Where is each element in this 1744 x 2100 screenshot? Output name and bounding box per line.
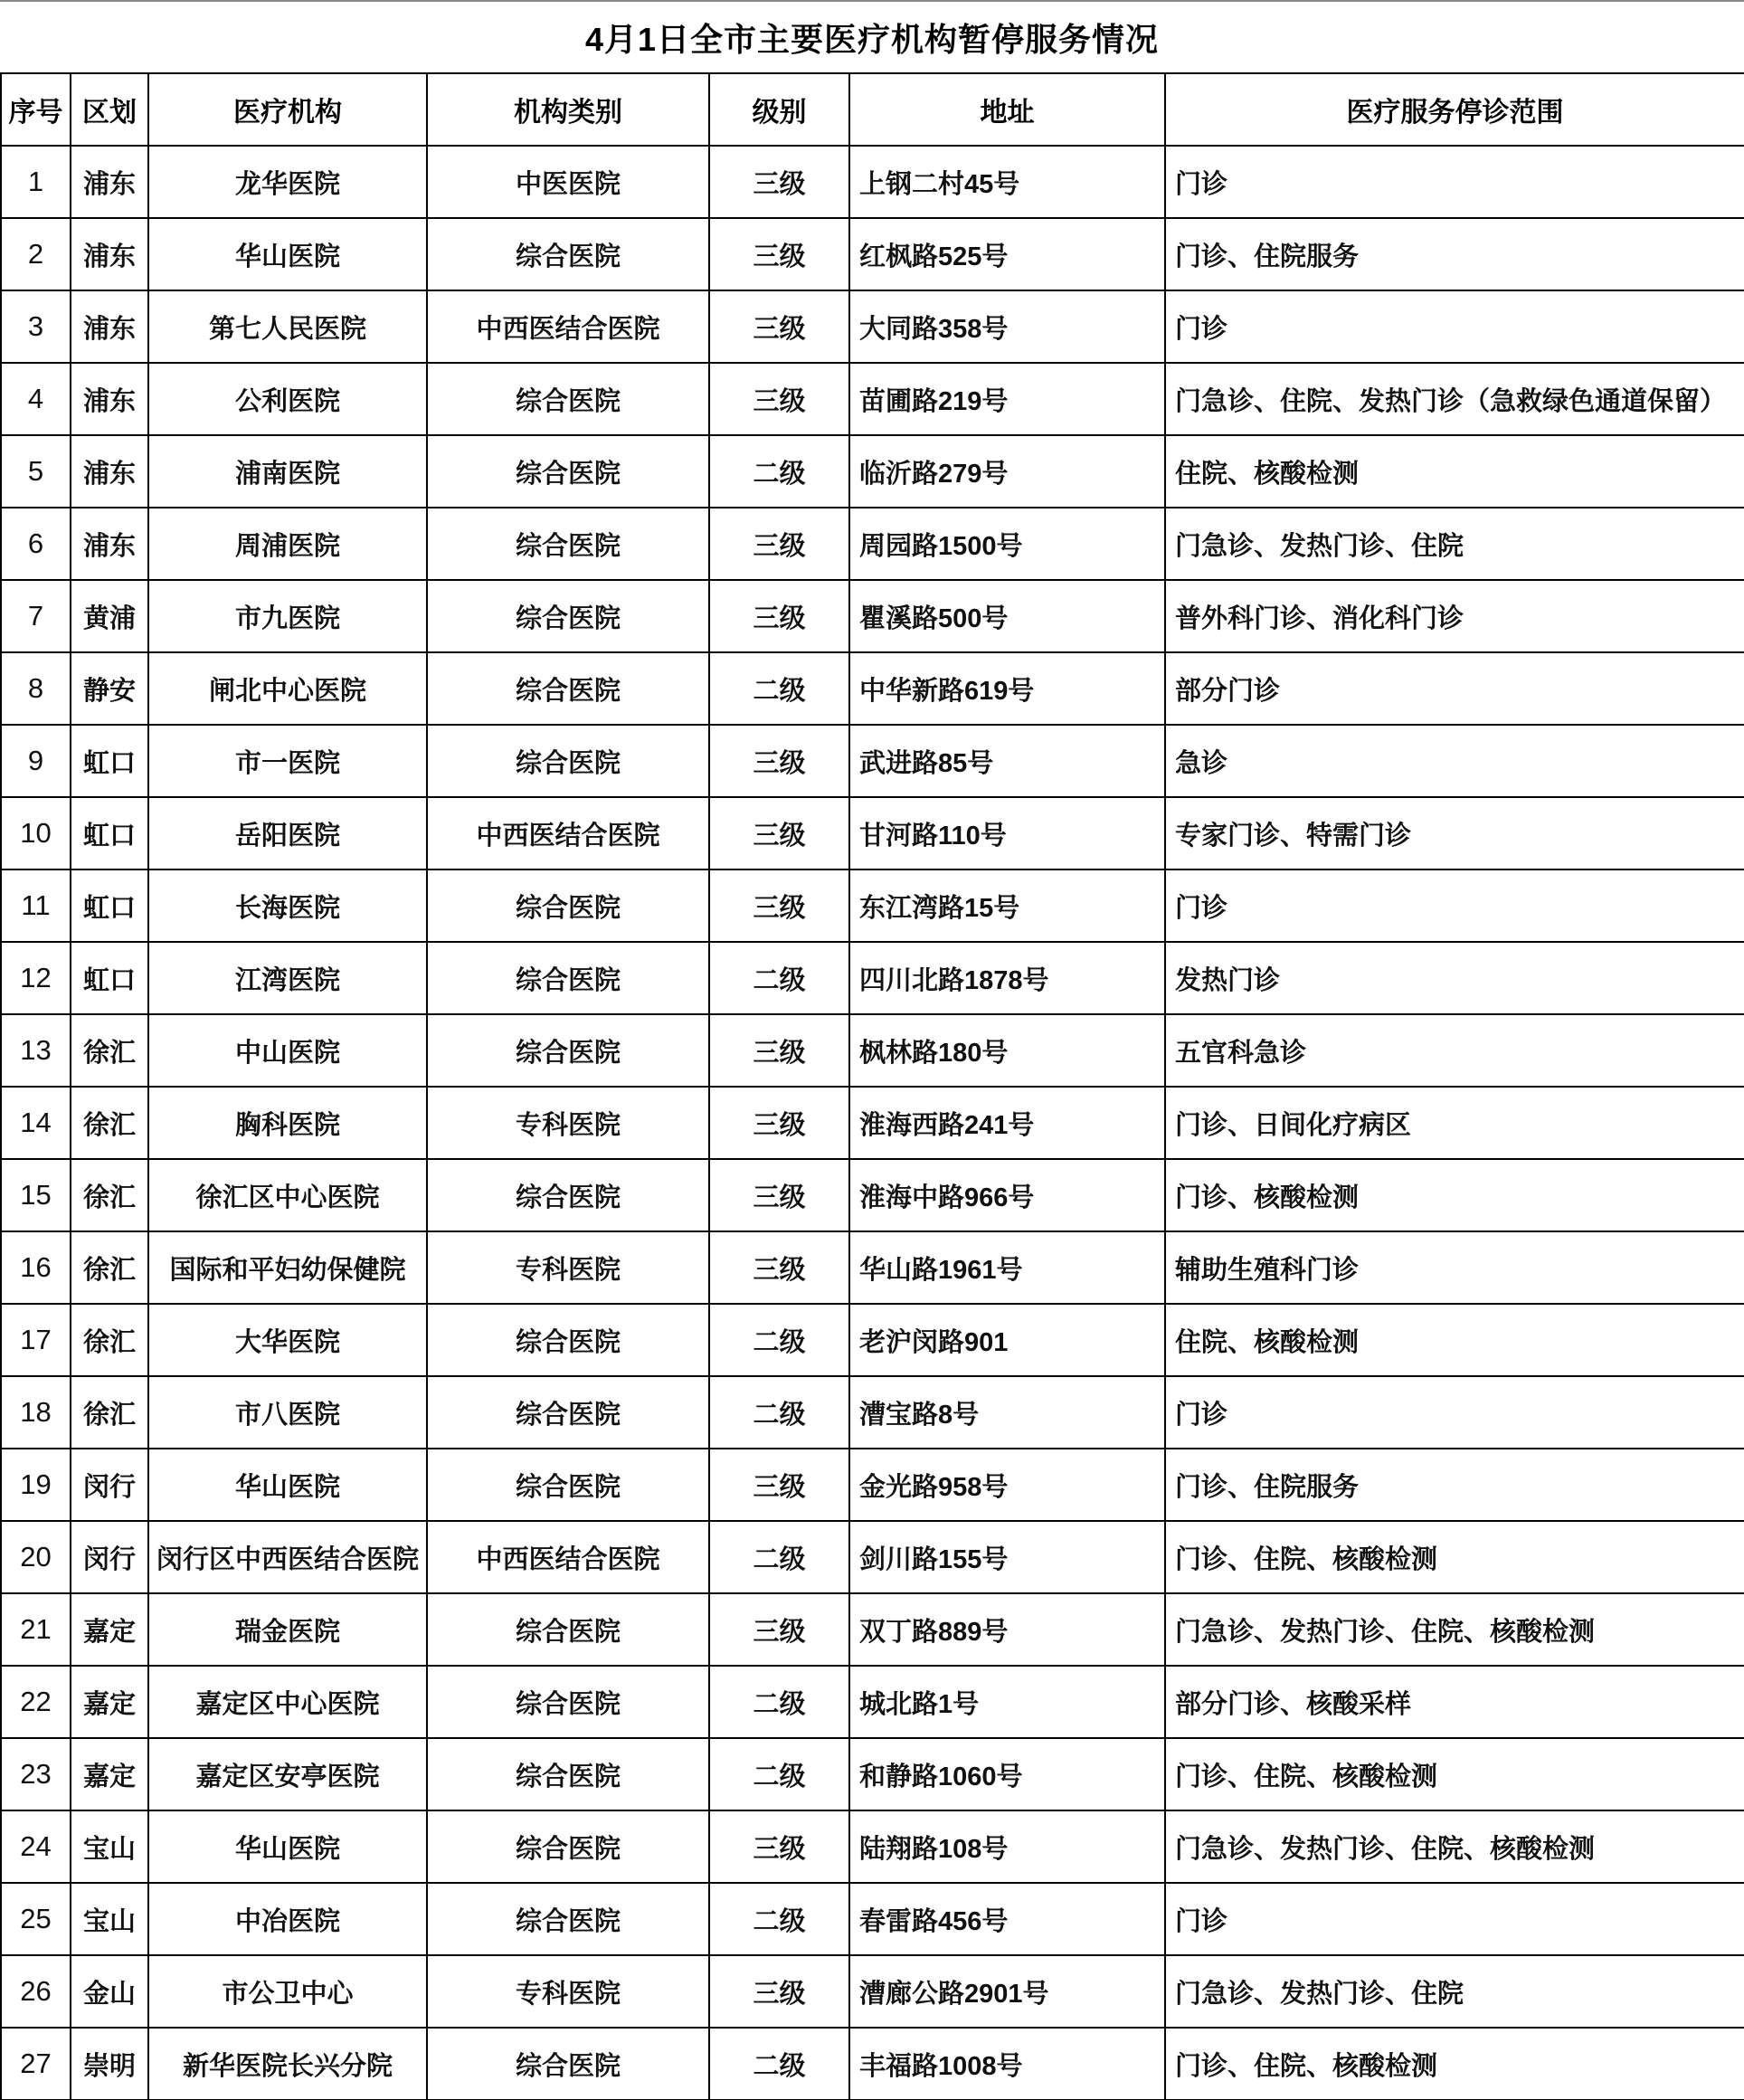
- table-cell: 17: [1, 1304, 71, 1376]
- table-cell: 20: [1, 1521, 71, 1593]
- table-cell: 中山医院: [148, 1014, 427, 1087]
- table-row: [1, 363, 1744, 435]
- table-row: [1, 508, 1744, 580]
- table-row: [1, 1014, 1744, 1087]
- table-cell: 红枫路525号: [849, 218, 1165, 290]
- page-title: 4月1日全市主要医疗机构暂停服务情况: [584, 20, 1160, 58]
- table-cell: 综合医院: [427, 218, 709, 290]
- table-cell: 第七人民医院: [148, 290, 427, 363]
- table-cell: 二级: [709, 652, 849, 725]
- table-row: [1, 1449, 1744, 1521]
- table-cell: 门急诊、住院、发热门诊（急救绿色通道保留）: [1165, 363, 1744, 435]
- table-cell: 五官科急诊: [1165, 1014, 1744, 1087]
- table-row: [1, 1376, 1744, 1449]
- table-cell: 华山医院: [148, 218, 427, 290]
- table-cell: 6: [1, 508, 71, 580]
- table-cell: 金山: [71, 1955, 148, 2028]
- table-cell: 城北路1号: [849, 1666, 1165, 1738]
- table-cell: 瞿溪路500号: [849, 580, 1165, 652]
- table-cell: 三级: [709, 1449, 849, 1521]
- table-cell: 三级: [709, 508, 849, 580]
- table-cell: 3: [1, 290, 71, 363]
- table-cell: 4: [1, 363, 71, 435]
- table-cell: 华山医院: [148, 1810, 427, 1883]
- table-cell: 专科医院: [427, 1231, 709, 1304]
- table-cell: 综合医院: [427, 869, 709, 942]
- table-cell: 胸科医院: [148, 1087, 427, 1159]
- table-cell: 虹口: [71, 869, 148, 942]
- table-row: [1, 218, 1744, 290]
- table-cell: 门急诊、发热门诊、住院、核酸检测: [1165, 1593, 1744, 1666]
- table-cell: 二级: [709, 1521, 849, 1593]
- table-cell: 徐汇: [71, 1304, 148, 1376]
- table-cell: 四川北路1878号: [849, 942, 1165, 1014]
- header-cell: 地址: [849, 73, 1165, 146]
- table-row: [1, 1159, 1744, 1231]
- table-cell: 三级: [709, 1159, 849, 1231]
- table-cell: 市公卫中心: [148, 1955, 427, 2028]
- table-cell: 新华医院长兴分院: [148, 2028, 427, 2100]
- table-cell: 门诊、住院服务: [1165, 218, 1744, 290]
- table-cell: 徐汇: [71, 1159, 148, 1231]
- table-row: [1, 869, 1744, 942]
- table-row: [1, 1955, 1744, 2028]
- table-row: [1, 435, 1744, 508]
- table-cell: 综合医院: [427, 435, 709, 508]
- table-cell: 10: [1, 797, 71, 869]
- table-cell: 浦东: [71, 363, 148, 435]
- table-cell: 门诊: [1165, 1883, 1744, 1955]
- table-row: [1, 1883, 1744, 1955]
- table-cell: 9: [1, 725, 71, 797]
- table-cell: 浦东: [71, 146, 148, 218]
- table-cell: 二级: [709, 435, 849, 508]
- table-cell: 上钢二村45号: [849, 146, 1165, 218]
- table-cell: 三级: [709, 1087, 849, 1159]
- table-cell: 嘉定区中心医院: [148, 1666, 427, 1738]
- table-cell: 春雷路456号: [849, 1883, 1165, 1955]
- table-cell: 苗圃路219号: [849, 363, 1165, 435]
- table-cell: 三级: [709, 1810, 849, 1883]
- table-cell: 二级: [709, 1376, 849, 1449]
- table-header: [1, 73, 1744, 146]
- table-cell: 中西医结合医院: [427, 290, 709, 363]
- table-cell: 老沪闵路901: [849, 1304, 1165, 1376]
- table-cell: 综合医院: [427, 2028, 709, 2100]
- table-cell: 徐汇区中心医院: [148, 1159, 427, 1231]
- table-cell: 丰福路1008号: [849, 2028, 1165, 2100]
- table-cell: 浦东: [71, 290, 148, 363]
- table-cell: 综合医院: [427, 1014, 709, 1087]
- table-cell: 23: [1, 1738, 71, 1810]
- table-cell: 浦南医院: [148, 435, 427, 508]
- header-cell: 医疗服务停诊范围: [1165, 73, 1744, 146]
- table-cell: 三级: [709, 797, 849, 869]
- table-cell: 闸北中心医院: [148, 652, 427, 725]
- table-cell: 嘉定: [71, 1738, 148, 1810]
- table-cell: 岳阳医院: [148, 797, 427, 869]
- table-cell: 1: [1, 146, 71, 218]
- table-cell: 三级: [709, 1014, 849, 1087]
- table-cell: 市一医院: [148, 725, 427, 797]
- table-body: [1, 146, 1744, 2100]
- table-cell: 大同路358号: [849, 290, 1165, 363]
- table-cell: 徐汇: [71, 1087, 148, 1159]
- table-cell: 华山医院: [148, 1449, 427, 1521]
- table-row: [1, 1231, 1744, 1304]
- table-cell: 中医医院: [427, 146, 709, 218]
- table-cell: 三级: [709, 363, 849, 435]
- table-cell: 专科医院: [427, 1955, 709, 2028]
- table-cell: 淮海西路241号: [849, 1087, 1165, 1159]
- table-row: [1, 2028, 1744, 2100]
- table-cell: 国际和平妇幼保健院: [148, 1231, 427, 1304]
- table-cell: 宝山: [71, 1810, 148, 1883]
- table-cell: 虹口: [71, 942, 148, 1014]
- header-cell: 级别: [709, 73, 849, 146]
- table-cell: 大华医院: [148, 1304, 427, 1376]
- table-cell: 门诊: [1165, 146, 1744, 218]
- table-cell: 三级: [709, 290, 849, 363]
- table-cell: 门诊、住院、核酸检测: [1165, 1738, 1744, 1810]
- table-cell: 三级: [709, 580, 849, 652]
- table-cell: 武进路85号: [849, 725, 1165, 797]
- table-cell: 专家门诊、特需门诊: [1165, 797, 1744, 869]
- table-cell: 综合医院: [427, 1883, 709, 1955]
- table-cell: 三级: [709, 725, 849, 797]
- table-cell: 二级: [709, 1304, 849, 1376]
- table-cell: 19: [1, 1449, 71, 1521]
- table-cell: 18: [1, 1376, 71, 1449]
- table-cell: 门诊: [1165, 290, 1744, 363]
- table-cell: 22: [1, 1666, 71, 1738]
- table-row: [1, 1304, 1744, 1376]
- table-cell: 周园路1500号: [849, 508, 1165, 580]
- table-cell: 嘉定区安亭医院: [148, 1738, 427, 1810]
- table-cell: 24: [1, 1810, 71, 1883]
- table-cell: 三级: [709, 1231, 849, 1304]
- table-cell: 嘉定: [71, 1593, 148, 1666]
- table-cell: 26: [1, 1955, 71, 2028]
- table-cell: 二级: [709, 1883, 849, 1955]
- table-cell: 14: [1, 1087, 71, 1159]
- table-cell: 中冶医院: [148, 1883, 427, 1955]
- header-row: [1, 73, 1744, 146]
- table-cell: 门诊、住院服务: [1165, 1449, 1744, 1521]
- table-row: [1, 290, 1744, 363]
- table-cell: 急诊: [1165, 725, 1744, 797]
- table-cell: 门诊、核酸检测: [1165, 1159, 1744, 1231]
- table-cell: 11: [1, 869, 71, 942]
- table-cell: 门诊、住院、核酸检测: [1165, 2028, 1744, 2100]
- header-cell: 机构类别: [427, 73, 709, 146]
- table-cell: 周浦医院: [148, 508, 427, 580]
- table-cell: 市九医院: [148, 580, 427, 652]
- table-row: [1, 942, 1744, 1014]
- table-cell: 21: [1, 1593, 71, 1666]
- table-cell: 综合医院: [427, 580, 709, 652]
- table-cell: 静安: [71, 652, 148, 725]
- table-cell: 中华新路619号: [849, 652, 1165, 725]
- table-cell: 部分门诊、核酸采样: [1165, 1666, 1744, 1738]
- table-cell: 8: [1, 652, 71, 725]
- table-cell: 陆翔路108号: [849, 1810, 1165, 1883]
- table-row: [1, 580, 1744, 652]
- table-cell: 辅助生殖科门诊: [1165, 1231, 1744, 1304]
- table-cell: 专科医院: [427, 1087, 709, 1159]
- table-cell: 综合医院: [427, 1593, 709, 1666]
- table-cell: 门急诊、发热门诊、住院、核酸检测: [1165, 1810, 1744, 1883]
- table-cell: 门诊、住院、核酸检测: [1165, 1521, 1744, 1593]
- table-cell: 综合医院: [427, 942, 709, 1014]
- table-cell: 浦东: [71, 435, 148, 508]
- table-cell: 二级: [709, 1666, 849, 1738]
- table-cell: 瑞金医院: [148, 1593, 427, 1666]
- table-cell: 公利医院: [148, 363, 427, 435]
- table-row: [1, 1087, 1744, 1159]
- table-cell: 漕宝路8号: [849, 1376, 1165, 1449]
- table-cell: 嘉定: [71, 1666, 148, 1738]
- table-cell: 门诊、日间化疗病区: [1165, 1087, 1744, 1159]
- table-cell: 住院、核酸检测: [1165, 1304, 1744, 1376]
- table-cell: 虹口: [71, 797, 148, 869]
- table-cell: 门诊: [1165, 869, 1744, 942]
- table-cell: 综合医院: [427, 363, 709, 435]
- table-cell: 宝山: [71, 1883, 148, 1955]
- table-cell: 中西医结合医院: [427, 797, 709, 869]
- table-cell: 市八医院: [148, 1376, 427, 1449]
- table-cell: 综合医院: [427, 652, 709, 725]
- table-cell: 部分门诊: [1165, 652, 1744, 725]
- table-cell: 虹口: [71, 725, 148, 797]
- table-cell: 浦东: [71, 508, 148, 580]
- table-cell: 综合医院: [427, 1159, 709, 1231]
- table-cell: 三级: [709, 869, 849, 942]
- table-row: [1, 1810, 1744, 1883]
- table-cell: 华山路1961号: [849, 1231, 1165, 1304]
- table-cell: 崇明: [71, 2028, 148, 2100]
- table-cell: 长海医院: [148, 869, 427, 942]
- hospital-suspension-table: [0, 72, 1744, 2100]
- table-cell: 淮海中路966号: [849, 1159, 1165, 1231]
- table-row: [1, 1593, 1744, 1666]
- table-cell: 双丁路889号: [849, 1593, 1165, 1666]
- table-cell: 三级: [709, 1955, 849, 2028]
- table-cell: 门诊: [1165, 1376, 1744, 1449]
- table-cell: 东江湾路15号: [849, 869, 1165, 942]
- table-row: [1, 1738, 1744, 1810]
- table-cell: 三级: [709, 1593, 849, 1666]
- table-cell: 综合医院: [427, 1810, 709, 1883]
- table-cell: 闵行区中西医结合医院: [148, 1521, 427, 1593]
- table-cell: 发热门诊: [1165, 942, 1744, 1014]
- table-cell: 甘河路110号: [849, 797, 1165, 869]
- table-cell: 25: [1, 1883, 71, 1955]
- table-cell: 15: [1, 1159, 71, 1231]
- table-cell: 漕廊公路2901号: [849, 1955, 1165, 2028]
- table-cell: 龙华医院: [148, 146, 427, 218]
- table-cell: 7: [1, 580, 71, 652]
- table-cell: 金光路958号: [849, 1449, 1165, 1521]
- table-row: [1, 797, 1744, 869]
- table-cell: 门急诊、发热门诊、住院: [1165, 1955, 1744, 2028]
- table-cell: 枫林路180号: [849, 1014, 1165, 1087]
- table-cell: 临沂路279号: [849, 435, 1165, 508]
- table-cell: 综合医院: [427, 508, 709, 580]
- table-cell: 徐汇: [71, 1231, 148, 1304]
- table-cell: 13: [1, 1014, 71, 1087]
- table-cell: 江湾医院: [148, 942, 427, 1014]
- table-cell: 综合医院: [427, 1304, 709, 1376]
- header-cell: 区划: [71, 73, 148, 146]
- header-cell: 医疗机构: [148, 73, 427, 146]
- table-cell: 综合医院: [427, 1449, 709, 1521]
- table-cell: 浦东: [71, 218, 148, 290]
- table-row: [1, 1521, 1744, 1593]
- table-cell: 三级: [709, 218, 849, 290]
- table-cell: 综合医院: [427, 1376, 709, 1449]
- table-cell: 徐汇: [71, 1376, 148, 1449]
- table-cell: 12: [1, 942, 71, 1014]
- table-cell: 16: [1, 1231, 71, 1304]
- table-cell: 和静路1060号: [849, 1738, 1165, 1810]
- table-cell: 门急诊、发热门诊、住院: [1165, 508, 1744, 580]
- table-cell: 综合医院: [427, 1738, 709, 1810]
- table-cell: 27: [1, 2028, 71, 2100]
- table-cell: 剑川路155号: [849, 1521, 1165, 1593]
- table-row: [1, 1666, 1744, 1738]
- table-cell: 闵行: [71, 1449, 148, 1521]
- table-cell: 二级: [709, 942, 849, 1014]
- table-cell: 中西医结合医院: [427, 1521, 709, 1593]
- table-cell: 2: [1, 218, 71, 290]
- table-cell: 5: [1, 435, 71, 508]
- table-cell: 徐汇: [71, 1014, 148, 1087]
- table-cell: 二级: [709, 2028, 849, 2100]
- table-cell: 三级: [709, 146, 849, 218]
- table-cell: 综合医院: [427, 725, 709, 797]
- header-cell: 序号: [1, 73, 71, 146]
- table-cell: 综合医院: [427, 1666, 709, 1738]
- table-row: [1, 146, 1744, 218]
- table-cell: 黄浦: [71, 580, 148, 652]
- table-cell: 普外科门诊、消化科门诊: [1165, 580, 1744, 652]
- table-row: [1, 652, 1744, 725]
- table-cell: 二级: [709, 1738, 849, 1810]
- table-cell: 闵行: [71, 1521, 148, 1593]
- table-row: [1, 725, 1744, 797]
- table-cell: 住院、核酸检测: [1165, 435, 1744, 508]
